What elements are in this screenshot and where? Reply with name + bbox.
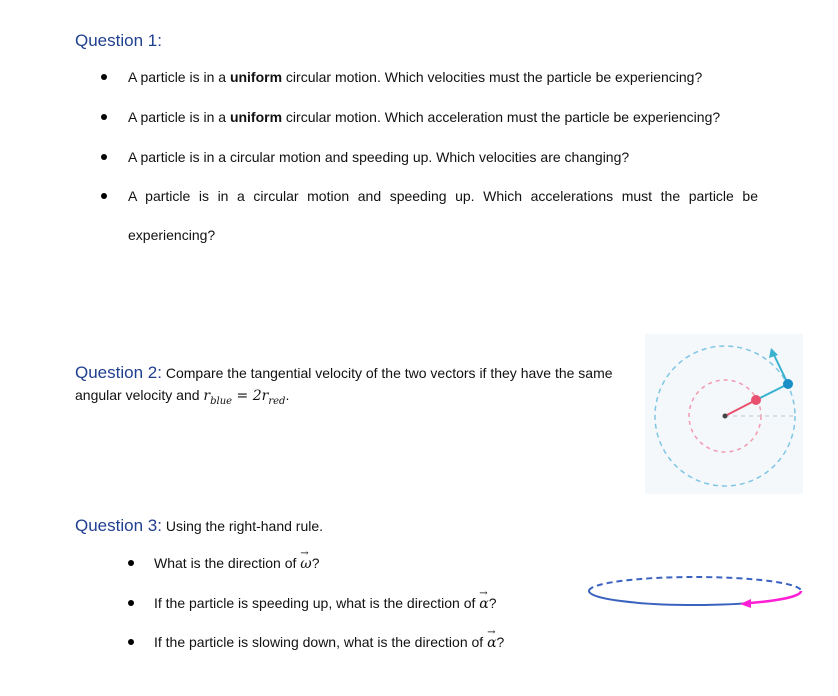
motion-arrow-arc [750,591,801,603]
bullet-dot [101,193,107,199]
question-2-text: Compare the tangential velocity of the two vectors if they have the same angular velocity and [75,365,613,403]
r-red-symbol: $r_{red}$ [261,388,286,407]
center-point [723,414,728,419]
bullet-dot [128,600,134,606]
omega-vector: ω → [300,548,312,572]
q1-item-4-line1: A particle is in a circular motion and speeding up. Which accelerations must the particle be [128,188,758,204]
red-particle [751,395,761,405]
q3-item-2: If the particle is speeding up, what is the direction of α → ? [154,588,497,612]
bullet-dot [128,639,134,645]
q1-item-1: A particle is in a uniform circular motion. Which velocities must the particle be experiencing? [128,69,703,85]
r-blue-symbol: $r_{blue}$ [203,388,233,407]
ellipse-front-solid [589,591,801,605]
bullet-dot [101,154,107,160]
ellipse-back-dashed [589,577,801,591]
q1-item-4-line2: experiencing? [128,227,216,243]
question-1-title: Question 1: [75,31,162,50]
question-3-label: Question 3: [75,516,162,535]
q1-item-3: A particle is in a circular motion and speeding up. Which velocities are changing? [128,149,630,165]
question-3-text: Using the right-hand rule. [161,518,324,534]
bullet-dot [101,74,107,80]
question-2: Question 2: Compare the tangential velocity of the two vectors if they have the same angular velocity and $r_{blue} = 2r_{red}$. [75,363,613,407]
q1-item-2: A particle is in a uniform circular motion. Which acceleration must the particle be experiencing? [128,109,721,125]
circular-motion-diagram [645,334,803,494]
alpha-vector: α → [487,627,497,651]
question-2-label: Question 2: [75,363,162,382]
q3-item-3: If the particle is slowing down, what is the direction of α → ? [154,627,505,651]
alpha-vector: α → [479,588,489,612]
bullet-dot [128,560,134,566]
blue-particle [783,379,793,389]
q3-item-1: What is the direction of ω → ? [154,548,320,572]
question-3 [75,516,323,536]
motion-arrowhead [740,599,751,608]
bullet-dot [101,114,107,120]
equals-2: = 2 [232,388,262,404]
rotation-ellipse-diagram [585,565,805,617]
